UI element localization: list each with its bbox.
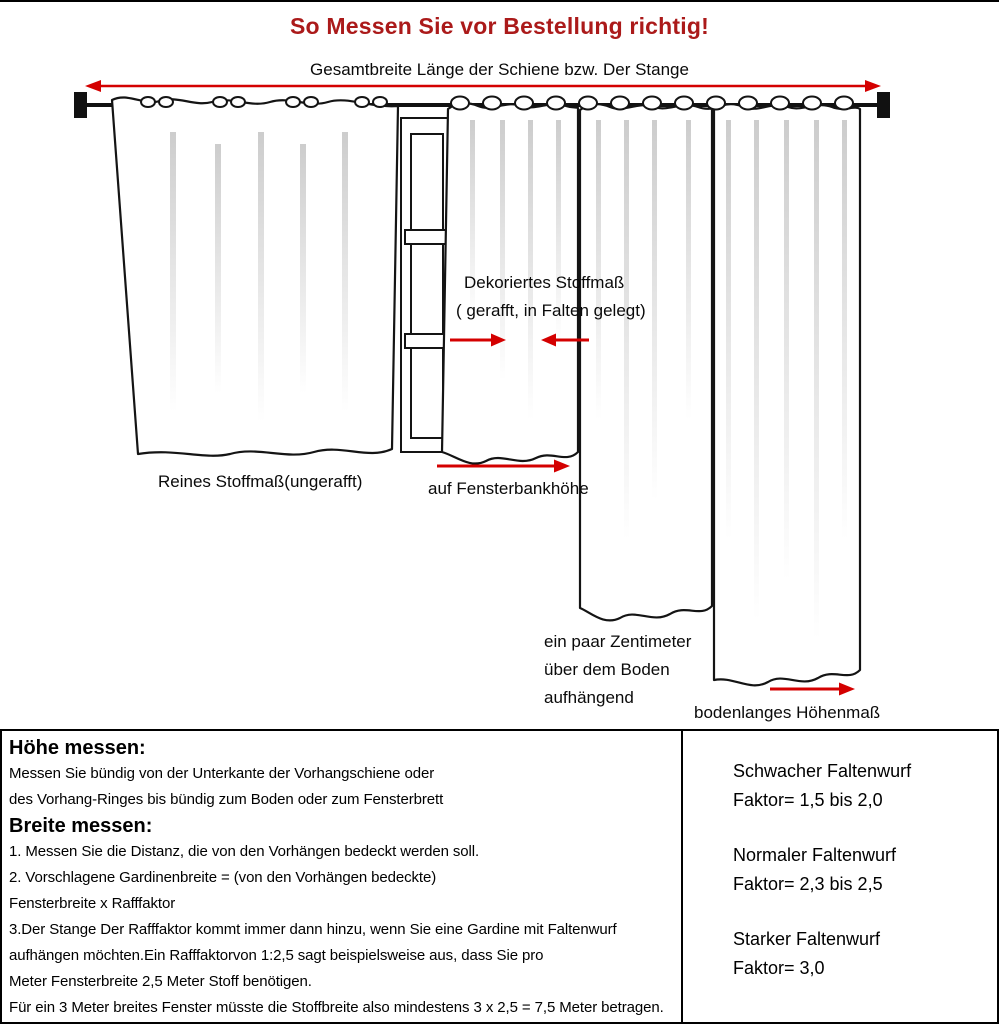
height-measure-line: Messen Sie bündig von der Unterkante der Vorhangschiene oder xyxy=(9,765,435,782)
curtain-measurement-diagram xyxy=(0,2,999,729)
rod-end-right xyxy=(877,92,890,118)
width-measure-line: aufhängen möchten.Ein Rafffaktorvon 1:2,5 sagt beispielsweise aus, dass Sie pro xyxy=(9,947,544,964)
factor-entry-normal xyxy=(733,841,997,899)
decorated-fabric-label-line2: ( gerafft, in Falten gelegt) xyxy=(456,301,646,320)
width-measure-line: Für ein 3 Meter breites Fenster müsste die Stoffbreite also mindestens 3 x 2,5 = 7,5 Meter betragen. xyxy=(9,999,664,1016)
factor-name: Normaler Faltenwurf xyxy=(733,845,897,865)
rod-end-left xyxy=(74,92,87,118)
page-title: So Messen Sie vor Bestellung richtig! xyxy=(290,13,709,39)
plain-fabric-label: Reines Stoffmaß(ungerafft) xyxy=(158,472,363,491)
factor-value: Faktor= 3,0 xyxy=(733,958,825,978)
width-measure-line: 1. Messen Sie die Distanz, die von den Vorhängen bedeckt werden soll. xyxy=(9,843,480,860)
above-floor-label-line1: ein paar Zentimeter xyxy=(544,632,692,651)
total-width-label: Gesamtbreite Länge der Schiene bzw. Der Stange xyxy=(310,60,689,79)
width-measure-line: Fensterbreite x Rafffaktor xyxy=(9,895,176,912)
curtain-diagram-drawing xyxy=(0,2,999,729)
measuring-instructions xyxy=(2,731,683,1022)
width-measure-line: Meter Fensterbreite 2,5 Meter Stoff benötigen. xyxy=(9,973,312,990)
factor-value: Faktor= 2,3 bis 2,5 xyxy=(733,874,883,894)
fold-factor-legend xyxy=(685,731,997,1022)
decorated-fabric-label-line1: Dekoriertes Stoffmaß xyxy=(464,273,625,292)
above-floor-label-line2: über dem Boden xyxy=(544,660,670,679)
height-measure-heading: Höhe messen: xyxy=(9,737,146,759)
factor-entry-weak xyxy=(733,757,997,815)
floor-length-label: bodenlanges Höhenmaß xyxy=(694,703,881,722)
total-width-arrow xyxy=(85,80,881,92)
right-curtain-mid-panel xyxy=(580,104,712,620)
width-measure-heading: Breite messen: xyxy=(9,815,153,837)
above-floor-label-line3: aufhängend xyxy=(544,688,634,707)
sill-height-label: auf Fensterbankhöhe xyxy=(428,479,589,498)
width-measure-line: 3.Der Stange Der Rafffaktor kommt immer dann hinzu, wenn Sie eine Gardine mit Faltenwurf xyxy=(9,921,617,938)
factor-entry-strong xyxy=(733,925,997,983)
height-measure-line: des Vorhang-Ringes bis bündig zum Boden oder zum Fensterbrett xyxy=(9,791,444,808)
width-measure-line: 2. Vorschlagene Gardinenbreite = (von den Vorhängen bedeckte) xyxy=(9,869,437,886)
left-curtain-panel xyxy=(112,97,398,456)
floor-length-arrow xyxy=(770,683,855,696)
factor-value: Faktor= 1,5 bis 2,0 xyxy=(733,790,883,810)
instructions-box xyxy=(0,729,999,1024)
factor-name: Starker Faltenwurf xyxy=(733,929,881,949)
sill-height-arrow xyxy=(437,460,570,473)
right-curtain-floor-panel xyxy=(714,104,860,685)
factor-name: Schwacher Faltenwurf xyxy=(733,761,912,781)
